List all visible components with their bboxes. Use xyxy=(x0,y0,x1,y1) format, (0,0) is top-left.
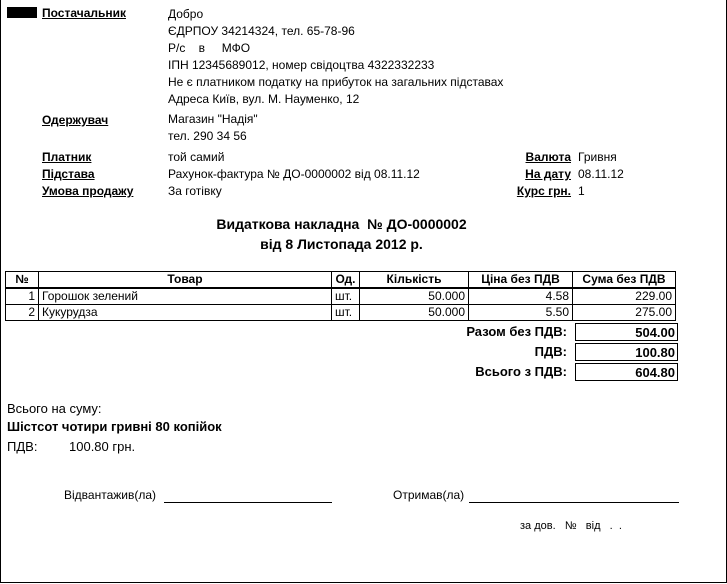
document-date: від 8 Листопада 2012 р. xyxy=(260,236,423,252)
row-unit: шт. xyxy=(332,305,360,321)
payer-value: той самий xyxy=(168,150,225,164)
vat-value: 100.80 xyxy=(575,343,678,361)
subtotal-label: Разом без ПДВ: xyxy=(466,324,567,339)
recipient-line: Магазин "Надія" xyxy=(168,112,258,126)
black-marker xyxy=(7,7,37,18)
recipient-line: тел. 290 34 56 xyxy=(168,129,247,143)
received-signature-line xyxy=(469,502,679,503)
col-header-unit: Од. xyxy=(332,272,360,289)
on-date-label: На дату xyxy=(525,167,571,181)
supplier-line: Адреса Київ, вул. М. Науменко, 12 xyxy=(168,92,360,106)
col-header-quantity: Кількість xyxy=(360,272,469,289)
currency-value: Гривня xyxy=(578,150,617,164)
sale-terms-label: Умова продажу xyxy=(42,184,134,198)
row-sum: 275.00 xyxy=(573,305,676,321)
proxy-text: за дов. № від . . xyxy=(520,520,622,532)
subtotal-value: 504.00 xyxy=(575,323,678,341)
row-quantity: 50.000 xyxy=(360,305,469,321)
table-row xyxy=(6,305,676,321)
supplier-label: Постачальник xyxy=(42,6,126,20)
sum-vat-value: 100.80 грн. xyxy=(69,439,136,454)
supplier-line: Р/с в МФО xyxy=(168,41,251,55)
row-number: 1 xyxy=(6,288,39,305)
col-header-sum: Сума без ПДВ xyxy=(573,272,676,289)
payer-label: Платник xyxy=(42,150,92,164)
supplier-line: Не є платником податку на прибуток на загальних підставах xyxy=(168,75,504,89)
row-quantity: 50.000 xyxy=(360,288,469,305)
row-goods: Кукурудза xyxy=(39,305,332,321)
supplier-line: Добро xyxy=(168,7,204,21)
received-label: Отримав(ла) xyxy=(393,488,465,502)
row-goods: Горошок зелений xyxy=(39,288,332,305)
col-header-number: № xyxy=(6,272,39,289)
sum-words-text: Шістсот чотири гривні 80 копійок xyxy=(7,419,222,434)
table-row xyxy=(6,288,676,305)
basis-value: Рахунок-фактура № ДО-0000002 від 08.11.12 xyxy=(168,167,420,181)
row-price: 4.58 xyxy=(469,288,573,305)
row-unit: шт. xyxy=(332,288,360,305)
document-title: Видаткова накладна № ДО-0000002 xyxy=(216,216,467,232)
currency-label: Валюта xyxy=(525,150,571,164)
total-label: Всього з ПДВ: xyxy=(475,364,567,379)
table-header-row xyxy=(6,272,676,289)
recipient-label: Одержувач xyxy=(42,113,109,127)
col-header-price: Ціна без ПДВ xyxy=(469,272,573,289)
basis-label: Підстава xyxy=(42,167,95,181)
row-number: 2 xyxy=(6,305,39,321)
sale-terms-value: За готівку xyxy=(168,184,222,198)
row-price: 5.50 xyxy=(469,305,573,321)
sum-words-label: Всього на суму: xyxy=(7,401,102,416)
total-value: 604.80 xyxy=(575,363,678,381)
sum-vat-label: ПДВ: xyxy=(7,439,38,454)
on-date-value: 08.11.12 xyxy=(578,167,624,181)
shipped-label: Відвантажив(ла) xyxy=(64,488,157,502)
shipped-signature-line xyxy=(164,502,332,503)
rate-label: Курс грн. xyxy=(516,184,571,198)
supplier-line: ЄДРПОУ 34214324, тел. 65-78-96 xyxy=(168,24,355,38)
row-sum: 229.00 xyxy=(573,288,676,305)
supplier-line: ІПН 12345689012, номер свідоцтва 4322332233 xyxy=(168,58,435,72)
vat-label: ПДВ: xyxy=(534,344,567,359)
rate-value: 1 xyxy=(578,184,585,198)
col-header-goods: Товар xyxy=(39,272,332,289)
goods-table xyxy=(5,271,676,321)
